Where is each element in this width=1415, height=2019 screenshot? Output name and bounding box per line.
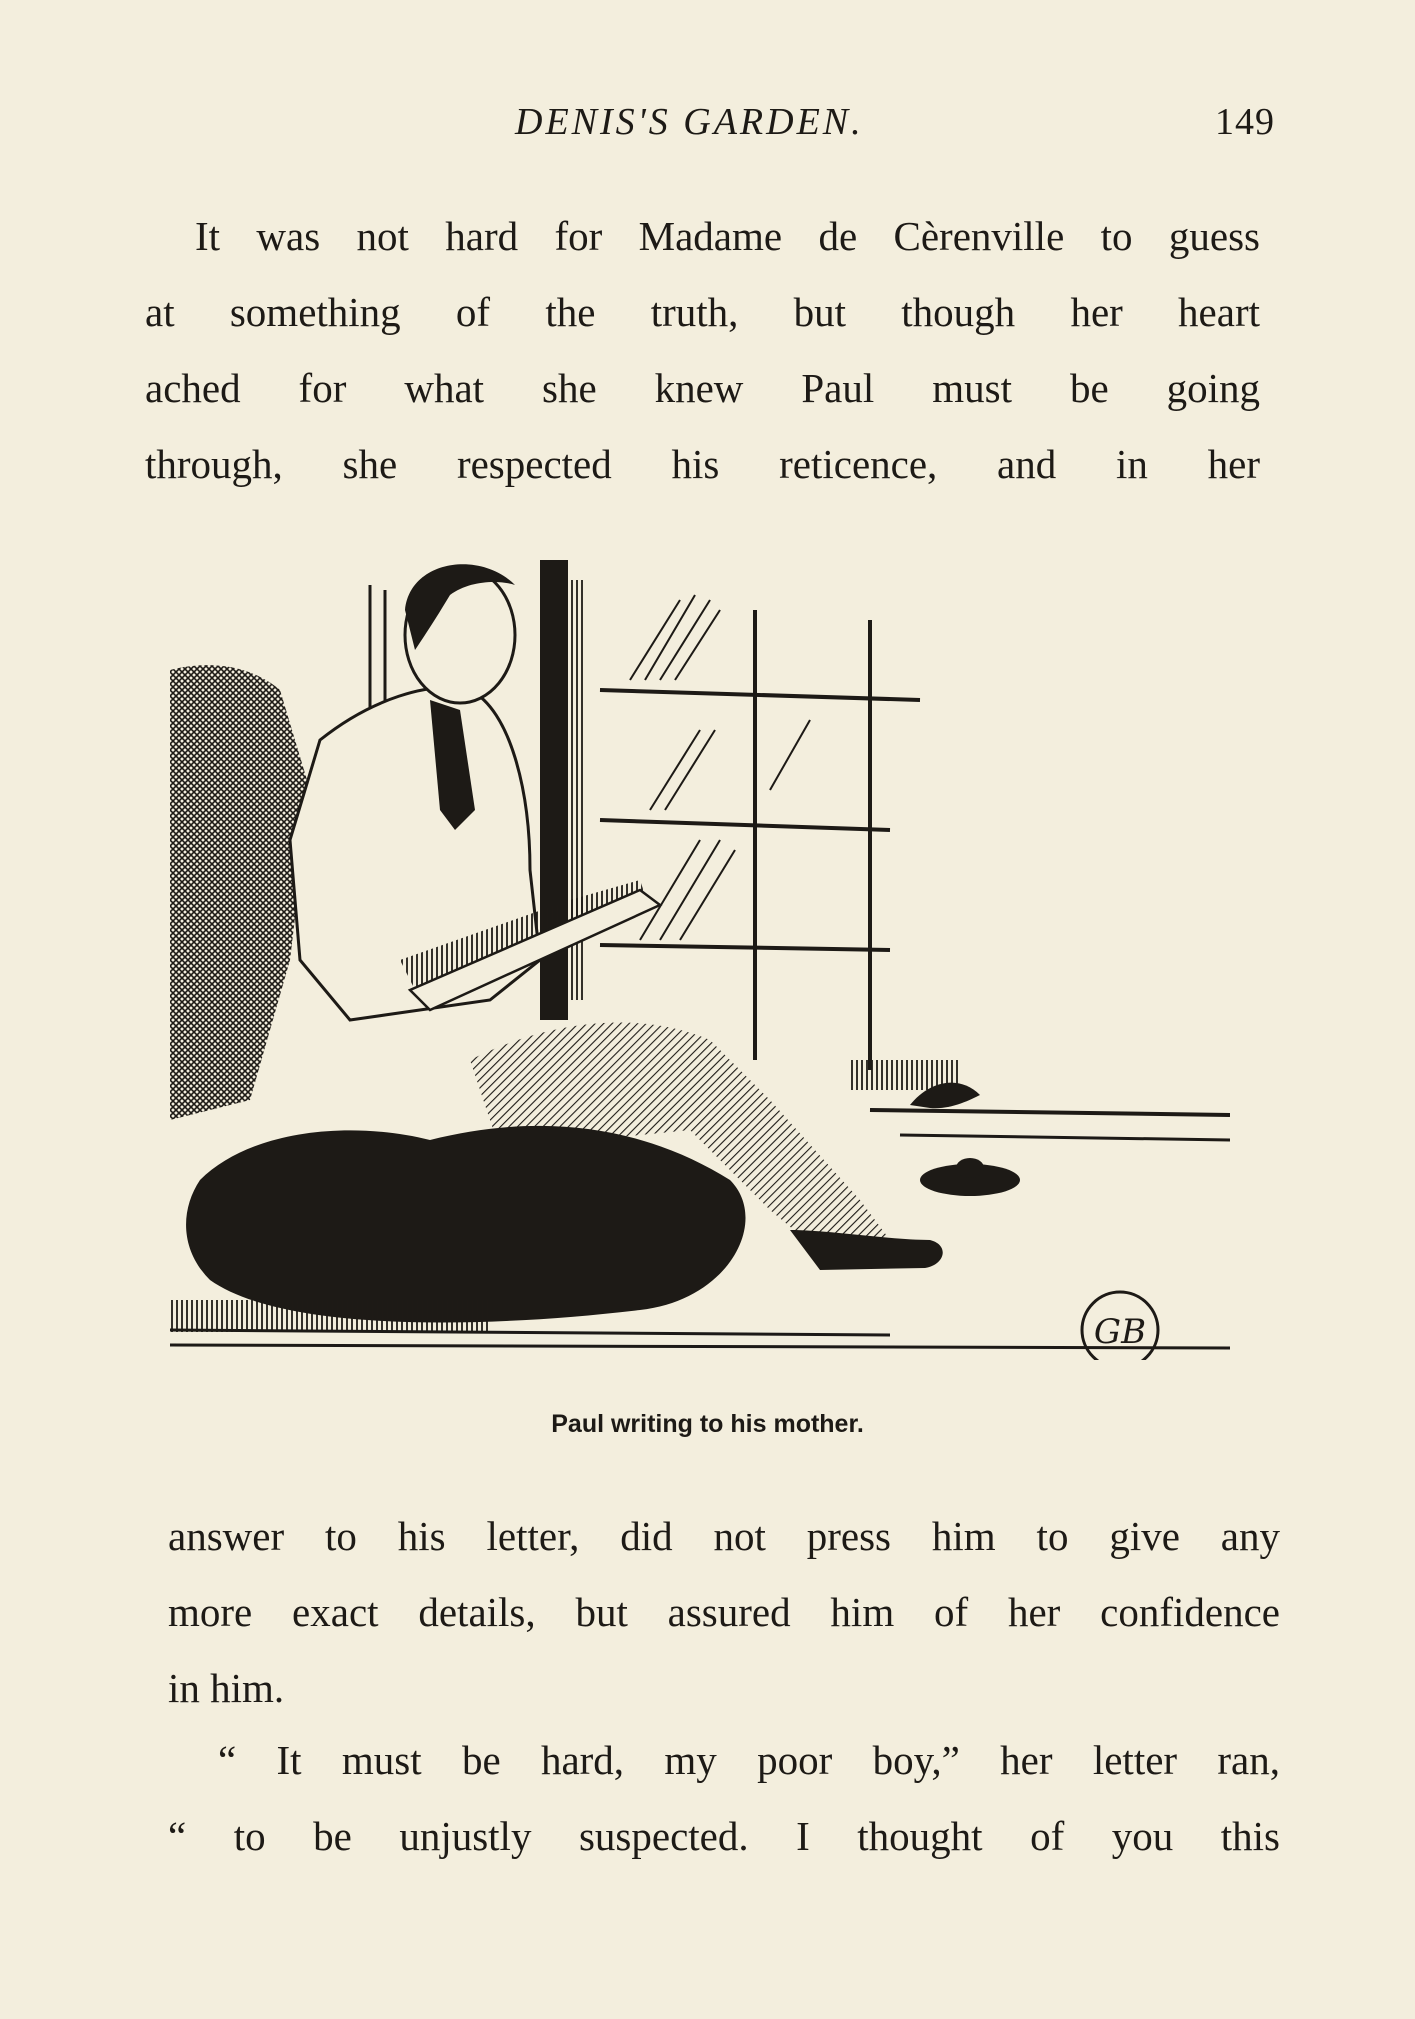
illustration-caption: Paul writing to his mother. (551, 1410, 864, 1438)
illustration-paul-writing (170, 540, 1230, 1360)
page-number: 149 (1215, 101, 1275, 143)
text-line: through, she respected his reticence, and in her (145, 441, 1260, 487)
paragraph-2 (168, 1498, 1280, 1726)
text-line: more exact details, but assured him of her confidence (168, 1589, 1280, 1635)
text-line: “ It must be hard, my poor boy,” her letter ran, (218, 1737, 1280, 1783)
paragraph-3 (168, 1722, 1280, 1874)
text-line: answer to his letter, did not press him to give any (168, 1513, 1280, 1559)
text-line: ached for what she knew Paul must be going (145, 365, 1260, 411)
running-title: DENIS'S GARDEN. (515, 101, 864, 143)
text-line: “ to be unjustly suspected. I thought of you this (168, 1813, 1280, 1859)
paragraph-1 (145, 198, 1260, 502)
text-line: in him. (168, 1665, 285, 1711)
text-line: at something of the truth, but though her heart (145, 289, 1260, 335)
artist-monogram (1082, 1292, 1158, 1360)
text-line: It was not hard for Madame de Cèrenville to guess (195, 213, 1260, 259)
running-head (515, 100, 1275, 150)
svg-text:GB: GB (1093, 1312, 1147, 1352)
